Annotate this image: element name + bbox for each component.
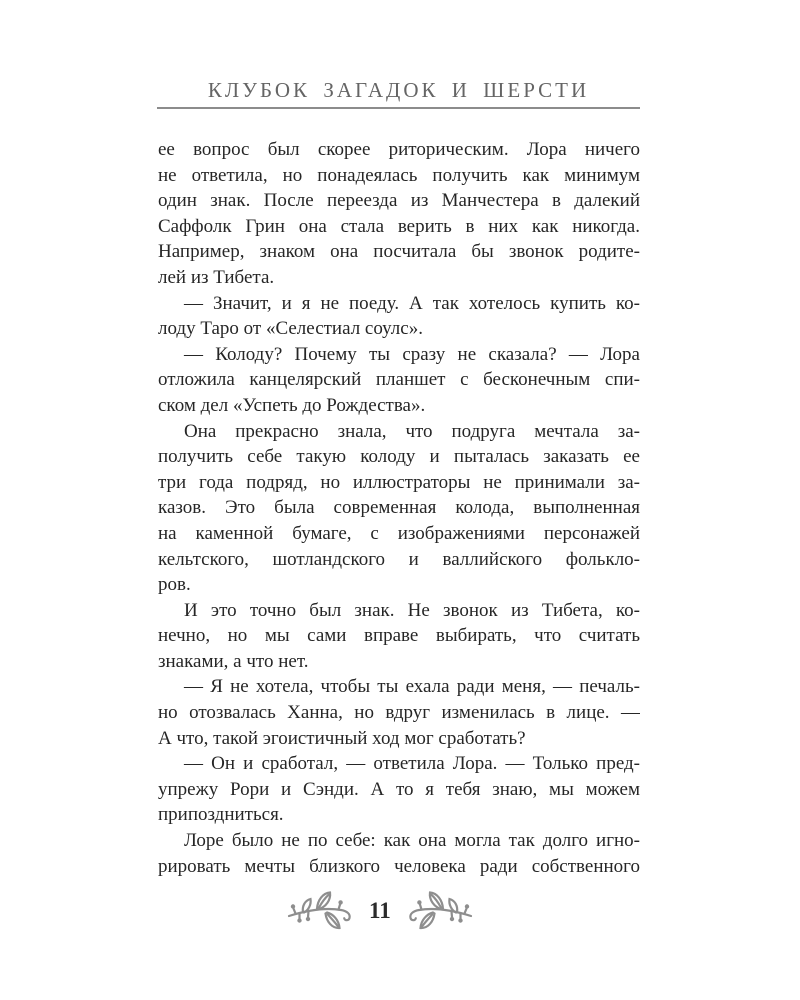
text-line: И это точно был знак. Не звонок из Тибета, ко- — [184, 599, 640, 621]
text-line: Лоре было не по себе: как она могла так долго игно- — [184, 830, 640, 852]
text-line: Она прекрасно знала, что подруга мечтала за- — [184, 420, 640, 442]
text-line: — Значит, и я не поеду. А так хотелось купить ко- — [184, 292, 640, 314]
text-line: А что, такой эгоистичный ход мог сработать? — [158, 727, 526, 749]
page-number: 11 — [369, 898, 391, 923]
text-line: ее вопрос был скорее риторическим. Лора ничего — [158, 139, 640, 160]
text-line: Например, знаком она посчитала бы звонок родите- — [158, 241, 640, 263]
running-head-title: КЛУБОК ЗАГАДОК И ШЕРСТИ — [207, 78, 590, 102]
floral-sprig-left-icon — [287, 890, 353, 932]
text-line: знаками, а что нет. — [158, 650, 309, 672]
running-head — [157, 78, 640, 109]
text-line: отложила канцелярский планшет с бесконечным спи- — [158, 369, 640, 391]
text-line: но отозвалась Ханна, но вдруг изменилась в лице. — — [158, 702, 640, 724]
text-line: лей из Тибета. — [158, 266, 275, 288]
text-line: лоду Таро от «Селестиал соулс». — [158, 318, 423, 340]
text-line: три года подряд, но иллюстраторы не принимали за- — [158, 471, 640, 493]
text-line: — Он и сработал, — ответила Лора. — Только пред- — [184, 753, 640, 775]
text-line: Саффолк Грин она стала верить в них как никогда. — [158, 215, 640, 237]
text-line: упрежу Рори и Сэнди. А то я тебя знаю, мы можем — [158, 778, 640, 800]
text-line: припоздниться. — [158, 804, 284, 826]
text-line: ров. — [158, 574, 191, 596]
text-line: нечно, но мы сами вправе выбирать, что считать — [158, 625, 640, 647]
text-line: казов. Это была современная колода, выполненная — [158, 497, 640, 519]
text-line: — Я не хотела, чтобы ты ехала ради меня, — печаль- — [184, 676, 640, 698]
text-line: получить себе такую колоду и пыталась заказать ее — [158, 446, 640, 468]
text-line: — Колоду? Почему ты сразу не сказала? — Лора — [184, 343, 640, 365]
floral-sprig-right-icon — [407, 890, 473, 932]
text-block — [158, 137, 640, 879]
text-line: ском дел «Успеть до Рождества». — [158, 394, 426, 416]
text-line: рировать мечты близкого человека ради собственного — [158, 855, 640, 877]
text-line: один знак. После переезда из Манчестера в далекий — [158, 190, 640, 212]
text-line: на каменной бумаге, с изображениями персонажей — [158, 522, 640, 544]
text-line: не ответила, но понадеялась получить как минимум — [158, 164, 640, 186]
page-footer — [287, 889, 473, 933]
text-line: кельтского, шотландского и валлийского фолькло- — [158, 548, 640, 570]
